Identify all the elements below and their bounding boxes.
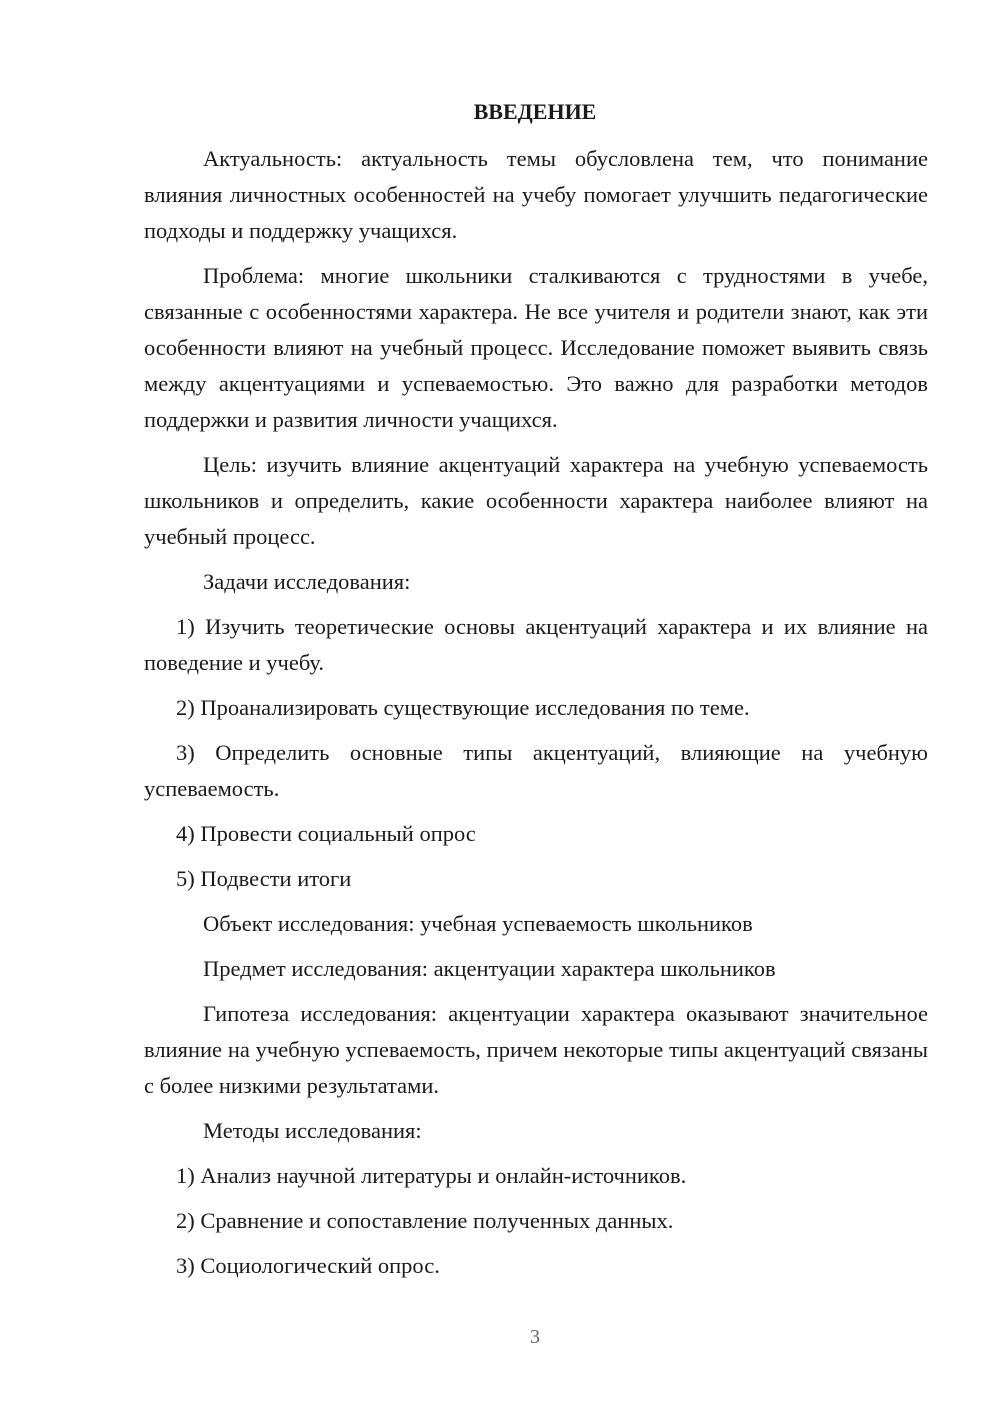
relevance-paragraph: Актуальность: актуальность темы обусловлена тем, что понимание влияния личностных особенностей на учебу помогает улучшить педагогические подходы и поддержку учащихся. <box>144 146 928 243</box>
document-body <box>144 141 928 1293</box>
page-number: 3 <box>530 1326 540 1348</box>
method-item: 3) Социологический опрос. <box>176 1253 440 1278</box>
task-item: 3) Определить основные типы акцентуаций, влияющие на учебную успеваемость. <box>144 740 928 801</box>
hypothesis-paragraph: Гипотеза исследования: акцентуации характера оказывают значительное влияние на учебную успеваемость, причем некоторые типы акцентуаций связаны с более низкими результатами. <box>144 1001 928 1098</box>
tasks-heading: Задачи исследования: <box>203 569 411 594</box>
task-item: 2) Проанализировать существующие исследования по теме. <box>176 695 750 720</box>
task-item: 4) Провести социальный опрос <box>176 821 476 846</box>
task-item: 5) Подвести итоги <box>176 866 352 891</box>
method-item: 2) Сравнение и сопоставление полученных данных. <box>176 1208 674 1233</box>
goal-paragraph: Цель: изучить влияние акцентуаций характера на учебную успеваемость школьников и определить, какие особенности характера наиболее влияют на учебный процесс. <box>144 452 928 549</box>
problem-paragraph: Проблема: многие школьники сталкиваются с трудностями в учебе, связанные с особенностями характера. Не все учителя и родители знают, как эти особенности влияют на учебный процесс. Исследование поможет выявить связь между акцентуациями и успеваемостью. Это важно для разработки методов поддержки и развития личности учащихся. <box>144 263 928 432</box>
subject-paragraph: Предмет исследования: акцентуации характера школьников <box>203 956 776 981</box>
method-item: 1) Анализ научной литературы и онлайн-источников. <box>176 1163 687 1188</box>
task-item: 1) Изучить теоретические основы акцентуаций характера и их влияние на поведение и учебу. <box>144 614 928 675</box>
page-title: ВВЕДЕНИЕ <box>473 99 597 124</box>
object-paragraph: Объект исследования: учебная успеваемость школьников <box>203 911 753 936</box>
methods-heading: Методы исследования: <box>203 1118 422 1143</box>
